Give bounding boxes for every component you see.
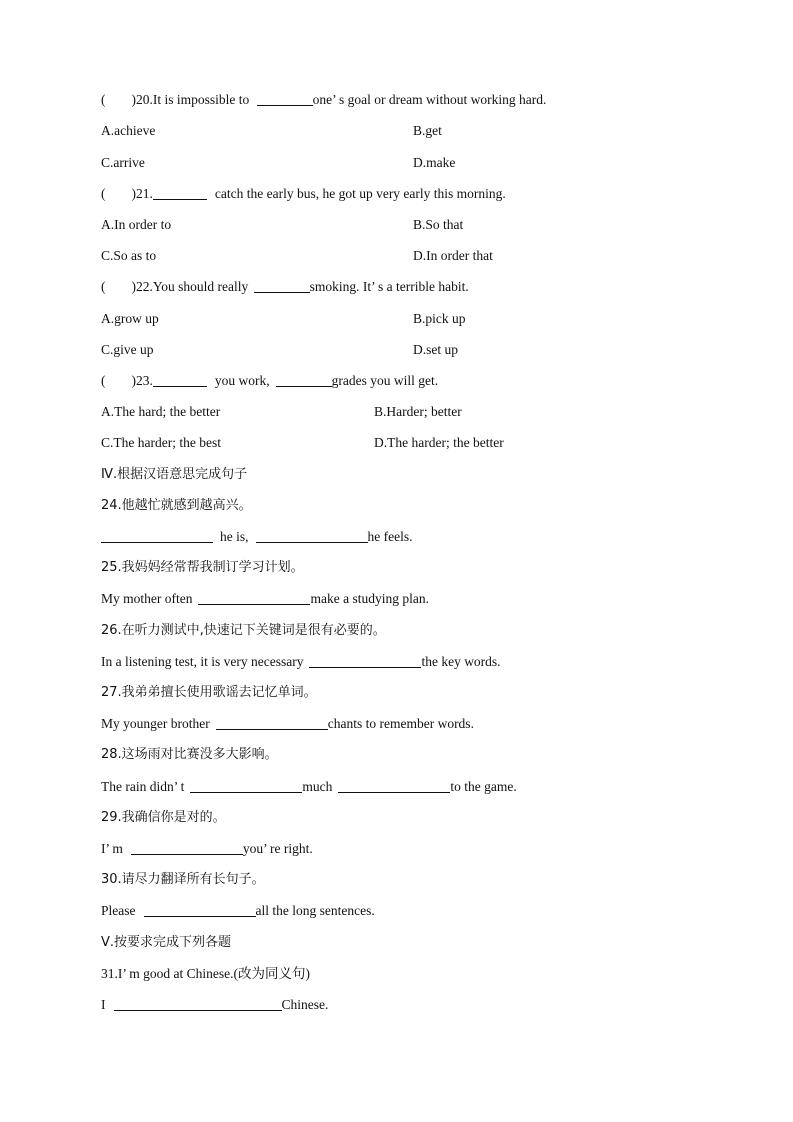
question-24-mid: he is,	[220, 529, 249, 544]
answer-blank[interactable]	[216, 715, 328, 730]
answer-blank[interactable]	[153, 185, 207, 200]
answer-blank[interactable]	[276, 372, 332, 387]
answer-paren-open: (	[101, 186, 106, 201]
answer-blank[interactable]	[101, 528, 213, 543]
option-a: A.grow up	[101, 311, 159, 326]
question-21-stem: )21.	[131, 186, 153, 201]
question-20	[101, 90, 546, 110]
question-30-english	[101, 901, 375, 921]
option-d: D.The harder; the better	[374, 435, 504, 450]
question-26-chinese: 26.在听力测试中,快速记下关键词是很有必要的。	[101, 623, 386, 638]
answer-blank[interactable]	[257, 91, 313, 106]
question-31-prompt	[101, 964, 310, 984]
question-28-english	[101, 777, 517, 797]
option-c: C.give up	[101, 342, 154, 357]
question-26-start: In a listening test, it is very necessary	[101, 654, 304, 669]
question-31-start: I	[101, 997, 106, 1012]
option-d: D.In order that	[413, 248, 493, 263]
answer-blank[interactable]	[309, 653, 421, 668]
section-4-heading: Ⅳ.根据汉语意思完成句子	[101, 467, 248, 482]
option-b: B.get	[413, 123, 442, 138]
option-b: B.Harder; better	[374, 404, 462, 419]
question-29-chinese: 29.我确信你是对的。	[101, 810, 226, 825]
question-25-start: My mother often	[101, 591, 193, 606]
question-30-rest: all the long sentences.	[255, 903, 375, 918]
option-c: C.arrive	[101, 155, 145, 170]
question-25-rest: make a studying plan.	[310, 591, 429, 606]
section-5-heading: Ⅴ.按要求完成下列各题	[101, 935, 232, 950]
answer-blank[interactable]	[131, 840, 243, 855]
option-a: A.The hard; the better	[101, 404, 221, 419]
question-23	[101, 371, 438, 391]
question-28-rest: to the game.	[450, 779, 517, 794]
question-25-chinese: 25.我妈妈经常帮我制订学习计划。	[101, 560, 304, 575]
question-30-start: Please	[101, 903, 136, 918]
question-27-english	[101, 714, 474, 734]
answer-paren-open: (	[101, 373, 106, 388]
answer-paren-open: (	[101, 279, 106, 294]
answer-paren-open: (	[101, 92, 106, 107]
answer-blank[interactable]	[254, 278, 310, 293]
answer-blank[interactable]	[190, 778, 302, 793]
answer-blank[interactable]	[114, 996, 282, 1011]
question-23-rest: grades you will get.	[331, 373, 439, 388]
question-22	[101, 277, 469, 297]
question-27-chinese: 27.我弟弟擅长使用歌谣去记忆单词。	[101, 685, 317, 700]
answer-blank[interactable]	[256, 528, 368, 543]
question-24-rest: he feels.	[367, 529, 413, 544]
option-b: B.So that	[413, 217, 464, 232]
question-31-text: 31.I’ m good at Chinese.(改为同义句)	[101, 966, 310, 981]
option-d: D.make	[413, 155, 456, 170]
question-20-stem: )20.It is impossible to	[131, 92, 250, 107]
question-28-mid: much	[302, 779, 333, 794]
question-23-mid: you work,	[214, 373, 270, 388]
answer-blank[interactable]	[144, 902, 256, 917]
question-26-english	[101, 652, 501, 672]
question-29-english	[101, 839, 313, 859]
question-21	[101, 184, 506, 204]
option-a: A.achieve	[101, 123, 156, 138]
question-22-stem: )22.You should really	[131, 279, 249, 294]
question-29-start: I’ m	[101, 841, 123, 856]
option-a: A.In order to	[101, 217, 172, 232]
question-27-rest: chants to remember words.	[327, 716, 474, 731]
question-31-answer-line	[101, 995, 328, 1015]
option-c: C.The harder; the best	[101, 435, 221, 450]
question-27-start: My younger brother	[101, 716, 210, 731]
option-d: D.set up	[413, 342, 458, 357]
answer-blank[interactable]	[153, 372, 207, 387]
answer-blank[interactable]	[198, 590, 310, 605]
question-21-rest: catch the early bus, he got up very early this morning.	[214, 186, 506, 201]
question-24-chinese: 24.他越忙就感到越高兴。	[101, 498, 252, 513]
question-30-chinese: 30.请尽力翻译所有长句子。	[101, 872, 265, 887]
question-22-rest: smoking. It’ s a terrible habit.	[309, 279, 469, 294]
question-24-english	[101, 527, 412, 547]
question-28-start: The rain didn’ t	[101, 779, 185, 794]
question-25-english	[101, 589, 429, 609]
question-20-rest: one’ s goal or dream without working hard.	[312, 92, 547, 107]
question-26-rest: the key words.	[421, 654, 501, 669]
question-23-stem: )23.	[131, 373, 153, 388]
option-c: C.So as to	[101, 248, 157, 263]
option-b: B.pick up	[413, 311, 466, 326]
question-29-rest: you’ re right.	[242, 841, 313, 856]
answer-blank[interactable]	[338, 778, 450, 793]
question-31-rest: Chinese.	[281, 997, 329, 1012]
question-28-chinese: 28.这场雨对比赛没多大影响。	[101, 747, 278, 762]
